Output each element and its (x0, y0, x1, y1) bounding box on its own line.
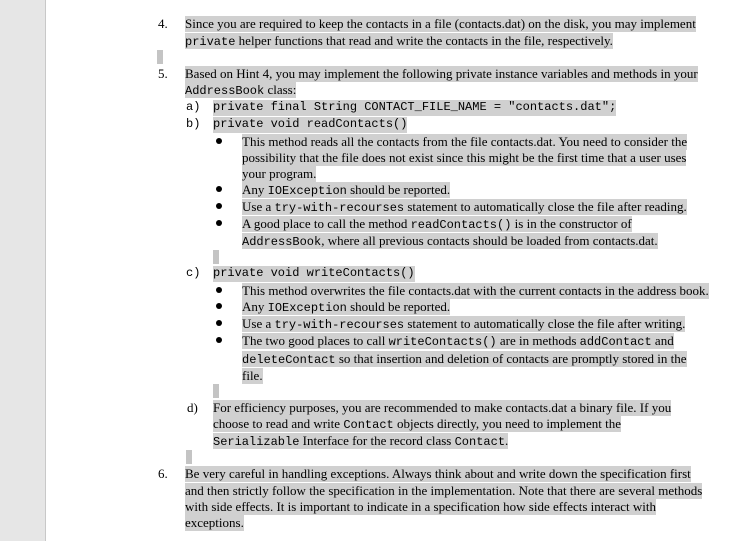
sub-c-bullet-4-line-2: deleteContact so that insertion and deletion of contacts are promptly stored in the (242, 351, 687, 367)
paragraph-mark (213, 250, 219, 264)
sub-d-line-3: Serializable Interface for the record class Contact. (213, 433, 509, 449)
item-6-line-4: exceptions. (185, 515, 244, 530)
sub-c-label: c) (186, 266, 201, 280)
sub-c-code: private void writeContacts() (213, 266, 415, 280)
sub-b-bullet-3: Use a try-with-recourses statement to automatically close the file after reading. (242, 199, 687, 215)
item-4-line-2: private helper functions that read and write the contacts in the file, respectively. (185, 33, 613, 49)
paragraph-mark (213, 384, 219, 398)
item-6-number: 6. (158, 466, 168, 481)
bullet (216, 303, 222, 309)
item-5-number: 5. (158, 66, 168, 81)
bullet (216, 337, 222, 343)
item-5-line-2: AddressBook class: (185, 82, 297, 98)
bullet (216, 203, 222, 209)
sub-b-bullet-1-line-3: your program. (242, 166, 317, 181)
document-page (46, 0, 746, 541)
sub-a-label: a) (186, 100, 201, 114)
sub-b-bullet-2: Any IOException should be reported. (242, 182, 451, 198)
sub-b-bullet-4-line-1: A good place to call the method readContacts() is in the constructor of (242, 216, 632, 232)
item-6-line-2: and then strictly follow the specification in the implementation. Note that there are several methods (185, 483, 703, 498)
sub-c-bullet-4-line-1: The two good places to call writeContacts() are in methods addContact and (242, 333, 674, 349)
bullet (216, 287, 222, 293)
item-6-line-1: Be very careful in handling exceptions. Always think about and write down the specification first (185, 466, 691, 481)
bullet (216, 186, 222, 192)
sub-d-line-2: choose to read and write Contact objects directly, you need to implement the (213, 416, 622, 432)
item-5-line-1: Based on Hint 4, you may implement the following private instance variables and methods in your (185, 66, 698, 81)
paragraph-mark (186, 450, 192, 464)
bullet (216, 320, 222, 326)
bullet (216, 220, 222, 226)
bullet (216, 138, 222, 144)
sub-c-bullet-4-line-3: file. (242, 368, 263, 383)
sub-b-bullet-4-line-2: AddressBook, where all previous contacts should be loaded from contacts.dat. (242, 233, 658, 249)
code-private: private (185, 35, 236, 49)
page-left-margin (0, 0, 46, 541)
sub-b-bullet-1-line-2: possibility that the file does not exist since this might be the first time that a user uses (242, 150, 687, 165)
sub-b-label: b) (186, 117, 201, 131)
sub-c-bullet-1: This method overwrites the file contacts.dat with the current contacts in the address book. (242, 283, 709, 298)
item-4-number: 4. (158, 16, 168, 31)
sub-c-bullet-2: Any IOException should be reported. (242, 299, 451, 315)
sub-d-line-1: For efficiency purposes, you are recommended to make contacts.dat a binary file. If you (213, 400, 672, 415)
item-6-line-3: with side effects. It is important to indicate in a specification how side effects interact with (185, 499, 656, 514)
sub-a-code: private final String CONTACT_FILE_NAME = "contacts.dat"; (213, 100, 617, 114)
paragraph-mark (157, 50, 163, 64)
sub-c-bullet-3: Use a try-with-recourses statement to automatically close the file after writing. (242, 316, 686, 332)
item-4-line-1: Since you are required to keep the contacts in a file (contacts.dat) on the disk, you may implement (185, 16, 696, 31)
sub-b-code: private void readContacts() (213, 117, 408, 131)
sub-d-label: d) (187, 400, 198, 415)
sub-b-bullet-1-line-1: This method reads all the contacts from the file contacts.dat. You need to consider the (242, 134, 688, 149)
